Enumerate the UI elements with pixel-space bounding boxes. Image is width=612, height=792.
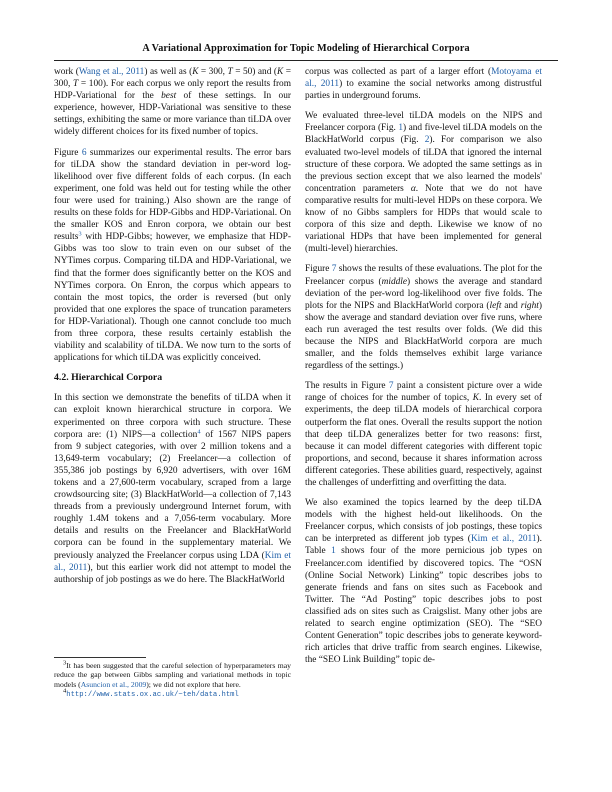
paragraph [305, 380, 542, 489]
text: ) as well as ( [144, 67, 193, 77]
text: The results in Figure [305, 381, 389, 392]
text: ). For comparison we also evaluated two-level models of tiLDA that ignored the internal structure of these corpora. We adopted the same settings as in the previous section except that we also learned the models' concentration parameters [305, 135, 542, 194]
citation-author[interactable]: Wang et al., [78, 67, 124, 77]
footnote-mark: 3 [63, 659, 67, 667]
citation-year[interactable]: 2011 [518, 534, 537, 545]
header-rule [54, 60, 558, 61]
text: = 100). For each corpus we only report the results from HDP-Variational for the [54, 79, 291, 102]
text: = 50) and ( [232, 67, 277, 77]
text: . Note that we do not have comparative results for multi-level HDPs on these corpora. We know of no Gibbs samplers for HDPs that would scale to corpora of this size and depth. Likewise we know of no variational HDPs that have been implemented for general (multi-level) hierarchies. [305, 183, 542, 255]
citation-author[interactable]: Asuncion et al., [80, 679, 129, 689]
right-column [305, 66, 542, 674]
math-var: T [73, 79, 79, 90]
text: ); we did not explore that here. [146, 679, 241, 689]
text: paint a consistent picture over a wide range of choices for the number of topics, [305, 381, 542, 404]
footnote [54, 661, 291, 689]
text: and [501, 300, 521, 311]
text: = 300, [54, 67, 291, 90]
footnote-marker-link[interactable]: 3 [78, 230, 82, 238]
text: We also examined the topics learned by the deep tiLDA models with the highest held-out likelihoods. On the Freelancer corpus, which consists of job postings, these topics can be interpreted as different job types ( [305, 498, 542, 545]
paragraph [54, 66, 291, 139]
math-var: K [277, 67, 284, 77]
emphasis: left [489, 300, 502, 311]
text: = 300, [198, 67, 228, 77]
text: with HDP-Gibbs; however, we emphasize that HDP-Gibbs was too slow to train even on our subset of the NYTimes corpus. Comparing tiLDA and HDP-Variational, we find that the former does significantly better on the KOS and NYTimes corpora. On Enron, the corpus which appears to contain the most topics, the order is reversed (but only provided that one explores the space of truncation parameters for HDP-Variational). Though one cannot conclude too much from three corpora, these results certainly establish the viability and scalability of tiLDA. We now turn to the sorts of applications for which tiLDA was explicitly conceived. [54, 232, 291, 364]
text: ) and five-level tiLDA models on the BlackHatWorld corpus (Fig. [305, 123, 542, 146]
left-column [54, 66, 291, 594]
running-header: A Variational Approximation for Topic Modeling of Hierarchical Corpora [142, 43, 470, 54]
citation-link[interactable] [471, 534, 537, 544]
text: Figure [54, 147, 82, 158]
math-var: T [227, 67, 233, 77]
text: ) shows the average and standard deviation of the per-word log-likelihood over five folds. The plots for the NIPS and BlackHatWorld corpora ( [305, 276, 543, 311]
footnote-mark: 4 [63, 687, 67, 695]
citation-year[interactable]: 2011 [126, 67, 145, 77]
figure-ref-link[interactable]: 7 [388, 381, 394, 392]
emphasis: right [520, 300, 539, 311]
figure-ref-link[interactable]: 7 [331, 264, 337, 275]
footnote-marker-link[interactable]: 4 [197, 428, 201, 436]
emphasis: best [161, 91, 177, 102]
text: work ( [54, 67, 79, 77]
paragraph [305, 497, 542, 666]
text: ). Table [305, 534, 542, 557]
paragraph [305, 66, 542, 102]
footnote-url-link[interactable]: http://www.stats.ox.ac.uk/~teh/data.html [66, 691, 239, 700]
citation-author[interactable]: Kim et al., [54, 550, 291, 573]
paragraph [54, 147, 291, 365]
citation-year[interactable]: 2011 [69, 562, 88, 573]
math-var: K [472, 393, 479, 404]
citation-year[interactable]: 2011 [320, 79, 340, 90]
text: corpus was collected as part of a larger effort ( [305, 67, 492, 77]
figure-ref-link[interactable]: 2 [424, 135, 430, 146]
paragraph [54, 392, 291, 586]
text: of 1567 NIPS papers from 9 subject categories, with over 2 million tokens and a 13,649-term vocabulary; (2) Freelancer—a collection of 355,386 job postings by 6,920 advertisers, with over 16M tokens and a 27,600-term vocabulary, scraped from a large crowdsourcing site; (3) BlackHatWorld—a collection of 7,143 threads from a previously underground Internet forum, with roughly 1.4M tokens and a 7,056-term vocabulary. More details and results on the Freelancer and BlackHatWorld corpora can be found in the supplementary material. We previously analyzed the Freelancer corpus using LDA ( [54, 429, 291, 561]
footnote-rule [54, 657, 146, 658]
math-var: K [192, 67, 199, 77]
text: shows four of the more pernicious job types on Freelancer.com identified by discovered topics. The “OSN (Online Social Network) Linking” topic describes jobs to generate friends and fans on sites such as Facebook and Twitter. The “Ad Posting” topic describes jobs to post classified ads on sites such as Craigslist. Many other jobs are related to search engine optimization (SEO). The “SEO Content Generation” topic describes jobs to generate keyword-rich articles that drive traffic from search engines. Likewise, the “SEO Link Building” topic de- [305, 546, 542, 666]
math-var: α [410, 183, 416, 194]
text: We evaluated three-level tiLDA models on the NIPS and Freelancer corpora (Fig. [305, 111, 542, 134]
figure-ref-link[interactable]: 1 [398, 123, 404, 134]
citation-author[interactable]: Motoyama et al., [305, 67, 542, 90]
citation-link[interactable] [79, 67, 145, 77]
text: summarizes our experimental results. The error bars for tiLDA show the standard deviation in per-word log-likelihood over five different folds of each corpus. (In each experiment, one fold was held out for testing while the other four were used for training.) Also shown are the range of results on these folds for HDP-Gibbs and HDP-Variational. On the smaller KOS and Enron corpora, we obtain our best results [54, 147, 291, 243]
footnote [54, 689, 291, 700]
citation-year[interactable]: 2009 [130, 679, 147, 689]
text: shows the results of these evaluations. The plot for the Freelancer corpus ( [305, 264, 543, 287]
table-ref-link[interactable]: 1 [331, 546, 336, 557]
text: ) to examine the social networks among distrustful parties in underground forums. [305, 79, 543, 102]
text: ), but this earlier work did not attempt to model the authorship of job postings as we do here. The BlackHatWorld [54, 562, 291, 585]
citation-link[interactable] [81, 680, 147, 689]
figure-ref-link[interactable]: 6 [81, 147, 87, 158]
text: of these settings. In our experience, however, HDP-Variational was sensitive to these settings, exhibiting the same or more variance than tiLDA over widely different choices for its fixed number of topics. [54, 91, 291, 138]
paragraph [305, 110, 542, 255]
footnotes [54, 661, 291, 701]
text: Figure [305, 264, 332, 275]
text: . In every set of experiments, the deep tiLDA models of hierarchical corpora outperform the flat ones. Overall the results support the notion that deep tiLDA generalizes better for two reasons: first, because it can model different categories with different topic proportions, and second, because it shares information across different categories. These abilities guard, respectively, against the challenges of underfitting and overfitting the data. [305, 393, 542, 488]
text: It has been suggested that the careful selection of hyperparameters may reduce the gap between Gibbs sampling and variational methods in topic models ( [54, 661, 291, 689]
text: ) show the average and standard deviation over five runs, where each run averaged the test results over folds. (We did this because the NIPS and BlackHatWorld corpora are much smaller, and the folds themselves exhibit large variance regardless of the settings.) [305, 300, 542, 372]
paragraph [305, 263, 542, 372]
emphasis: middle [381, 276, 408, 287]
section-heading: 4.2. Hierarchical Corpora [54, 372, 163, 384]
text: In this section we demonstrate the benefits of tiLDA when it can exploit known hierarchical structure in corpora. We experimented on three corpora with such structure. These corpora are: (1) NIPS—a collection [54, 393, 291, 440]
citation-author[interactable]: Kim et al., [470, 534, 515, 545]
